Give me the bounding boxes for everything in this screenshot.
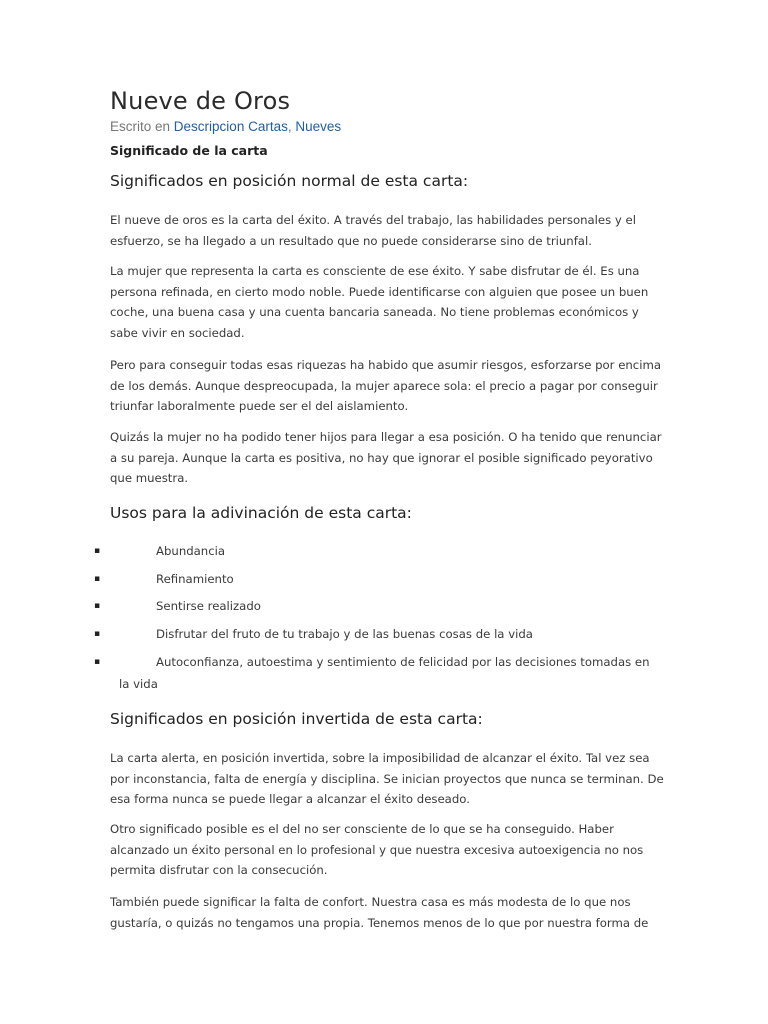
section-heading-inverted: Significados en posición invertida de esta carta: bbox=[110, 710, 483, 728]
list-item-text: Abundancia bbox=[156, 544, 226, 558]
article-subtitle: Significado de la carta bbox=[110, 143, 268, 158]
list-item bbox=[94, 568, 654, 590]
bullet-icon: ▪ bbox=[94, 601, 101, 611]
list-item-text: Disfrutar del fruto de tu trabajo y de las buenas cosas de la vida bbox=[156, 627, 533, 641]
paragraph-normal-3: Pero para conseguir todas esas riquezas ha habido que asumir riesgos, esforzarse por encima de los demás. Aunque despreocupada, la mujer aparece sola: el precio a pagar por conseguir triunfar laboralmente puede ser el del aislamiento. bbox=[110, 358, 662, 414]
bullet-icon: ▪ bbox=[94, 629, 101, 639]
section-heading-normal: Significados en posición normal de esta carta: bbox=[110, 172, 469, 190]
byline-separator: , bbox=[287, 119, 292, 134]
bullet-icon: ▪ bbox=[94, 546, 101, 556]
bullet-icon: ▪ bbox=[94, 657, 101, 667]
list-item bbox=[94, 595, 654, 617]
paragraph-inverted-2: Otro significado posible es el del no ser consciente de lo que se ha conseguido. Haber alcanzado un éxito personal en lo profesional y que nuestra excesiva autoexigencia no nos permita disfrutar con la consecución. bbox=[110, 822, 644, 878]
paragraph-normal-2: La mujer que representa la carta es consciente de ese éxito. Y sabe disfrutar de él. Es una persona refinada, en cierto modo noble. Puede identificarse con alguien que posee un buen coche, una buena casa y una cuenta bancaria saneada. No tiene problemas económicos y sabe vivir en sociedad. bbox=[110, 264, 649, 341]
bullet-icon: ▪ bbox=[94, 574, 101, 584]
list-item-text: Autoconfianza, autoestima y sentimiento de felicidad por las decisiones tomadas en bbox=[156, 655, 650, 669]
category-link-nueves[interactable]: Nueves bbox=[295, 119, 342, 134]
paragraph-inverted-3: También puede significar la falta de confort. Nuestra casa es más modesta de lo que nos gustaría, o quizás no tengamos una propia. Tenemos menos de lo que por nuestra forma de bbox=[110, 895, 649, 930]
list-item bbox=[94, 651, 654, 695]
byline-prefix: Escrito en bbox=[110, 119, 171, 134]
paragraph-normal-4: Quizás la mujer no ha podido tener hijos para llegar a esa posición. O ha tenido que renunciar a su pareja. Aunque la carta es positiva, no hay que ignorar el posible significado peyorativo que muestra. bbox=[110, 430, 662, 486]
list-item-text-continued: la vida bbox=[119, 677, 158, 691]
byline bbox=[110, 118, 670, 136]
article-header bbox=[110, 84, 670, 160]
list-item-text: Refinamiento bbox=[156, 572, 234, 586]
list-item bbox=[94, 623, 654, 645]
paragraph-normal-1: El nueve de oros es la carta del éxito. A través del trabajo, las habilidades personales y el esfuerzo, se ha llegado a un resultado que no puede considerarse sino de triunfal. bbox=[110, 213, 636, 248]
page-title: Nueve de Oros bbox=[110, 87, 291, 115]
paragraph-inverted-1: La carta alerta, en posición invertida, sobre la imposibilidad de alcanzar el éxito. Tal vez sea por inconstancia, falta de energía y disciplina. Se inician proyectos que nunca se terminan. De esa forma nunca se puede llegar a alcanzar el éxito deseado. bbox=[110, 751, 664, 807]
list-item bbox=[94, 540, 654, 562]
section-heading-uses: Usos para la adivinación de esta carta: bbox=[110, 504, 412, 522]
category-link-descripcion-cartas[interactable]: Descripcion Cartas bbox=[173, 119, 288, 134]
list-item-text: Sentirse realizado bbox=[156, 599, 261, 613]
